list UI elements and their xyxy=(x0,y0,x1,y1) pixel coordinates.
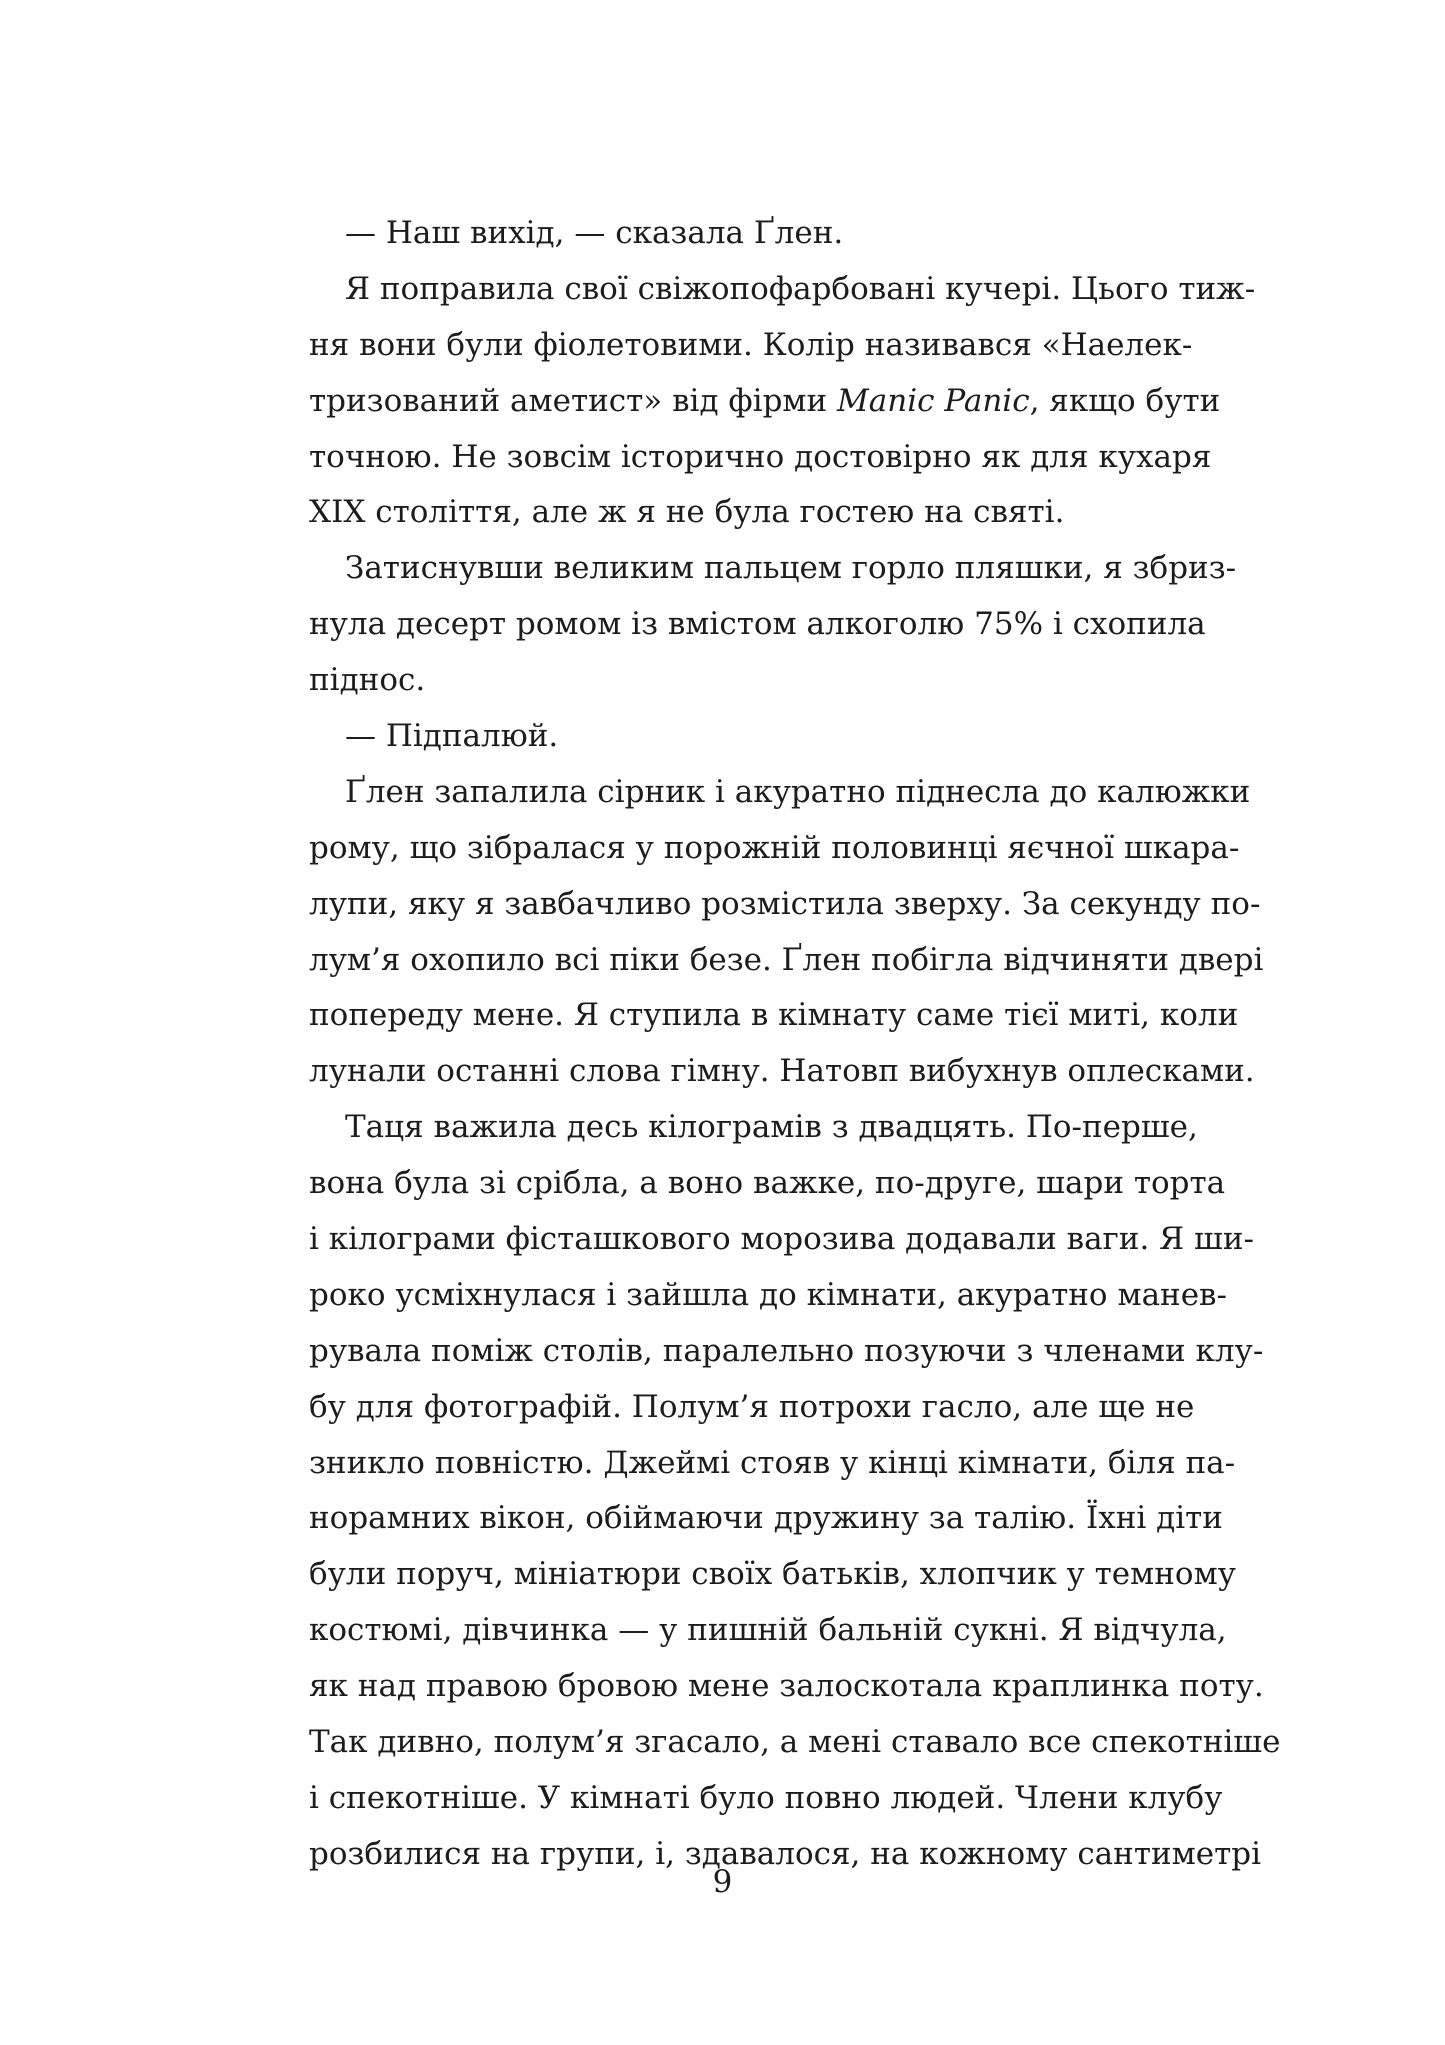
text-line: рувала поміж столів, паралельно позуючи з членами клу- xyxy=(309,1332,1264,1369)
text-line: рому, що зібралася у порожній половинці яєчної шкара- xyxy=(309,829,1240,866)
text-segment: тризований аметист» від фірми xyxy=(309,382,838,419)
text-line: Таця важила десь кілограмів з двадцять. По-перше, xyxy=(345,1109,1198,1146)
text-line: і кілограми фісташкового морозива додавали ваги. Я ши- xyxy=(309,1221,1255,1258)
text-line: Затиснувши великим пальцем горло пляшки, я збриз- xyxy=(345,550,1237,587)
text-line: вона була зі срібла, а воно важке, по-друге, шари торта xyxy=(309,1165,1226,1202)
text-line: роко усміхнулася і зайшла до кімнати, акуратно манев- xyxy=(309,1276,1227,1313)
text-line: — Підпалюй. xyxy=(345,718,559,755)
text-line: бу для фотографій. Полум’я потрохи гасло, але ще не xyxy=(309,1388,1195,1425)
text-line: попереду мене. Я ступила в кімнату саме тієї миті, коли xyxy=(309,997,1239,1034)
text-line: нула десерт ромом із вмістом алкоголю 75% і схопила xyxy=(309,606,1206,643)
text-line: лум’я охопило всі піки безе. Ґлен побігла відчиняти двері xyxy=(309,941,1264,978)
body-text xyxy=(309,206,1281,1883)
text-line: розбилися на групи, і, здавалося, на кожному сантиметрі xyxy=(309,1835,1262,1872)
text-line: точною. Не зовсім історично достовірно як для кухаря xyxy=(309,438,1212,475)
text-line: і спекотніше. У кімнаті було повно людей. Члени клубу xyxy=(309,1779,1223,1816)
page-number: 9 xyxy=(712,1864,733,1900)
text-line: зникло повністю. Джеймі стояв у кінці кімнати, біля па- xyxy=(309,1444,1236,1481)
text-line: лунали останні слова гімну. Натовп вибухнув оплесками. xyxy=(309,1053,1255,1090)
text-line-with-brand xyxy=(309,374,1221,430)
text-line: Так дивно, полум’я згасало, а мені ставало все спекотніше xyxy=(309,1724,1281,1761)
text-line: — Наш вихід, — сказала Ґлен. xyxy=(345,215,844,251)
text-line: XIX століття, але ж я не була гостею на святі. xyxy=(309,494,1065,531)
text-line: лупи, яку я завбачливо розмістила зверху. За секунду по- xyxy=(309,885,1261,922)
text-line: були поруч, мініатюри своїх батьків, хлопчик у темному xyxy=(309,1556,1236,1593)
brand-name: Manic Panic xyxy=(837,382,1030,419)
text-line: як над правою бровою мене залоскотала краплинка поту. xyxy=(309,1668,1264,1705)
text-line: ня вони були фіолетовими. Колір називався «Наелек- xyxy=(309,326,1193,363)
text-line: Я поправила свої свіжопофарбовані кучері. Цього тиж- xyxy=(345,270,1256,307)
text-line: Ґлен запалила сірник і акуратно піднесла до калюжки xyxy=(345,773,1251,810)
text-segment: , якщо бути xyxy=(1029,382,1221,419)
text-line: піднос. xyxy=(309,662,426,699)
text-line: норамних вікон, обіймаючи дружину за талію. Їхні діти xyxy=(309,1500,1223,1537)
text-line: костюмі, дівчинка — у пишній бальній сукні. Я відчула, xyxy=(309,1612,1227,1649)
